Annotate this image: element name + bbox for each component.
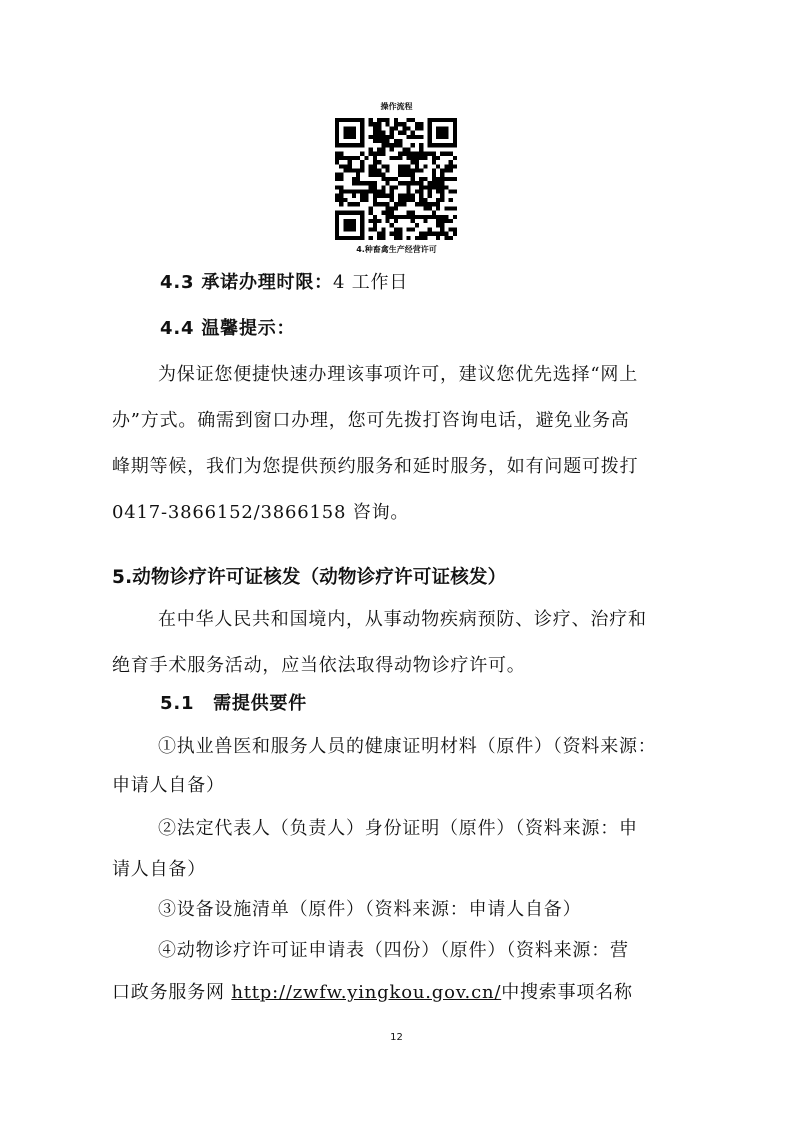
section-4-3-label: 4.3 承诺办理时限： [160,272,333,293]
section-4-3 [160,271,408,295]
requirement-item-2-cont: 请人自备） [112,859,206,880]
paragraph-line: 办”方式。确需到窗口办理，您可先拨打咨询电话，避免业务高 [112,410,630,431]
url-suffix-text: 中搜索事项名称 [501,982,633,1003]
section-4-3-value: 4 工作日 [332,272,409,293]
section-5-title: 5.动物诊疗许可证核发（动物诊疗许可证核发） [112,567,507,588]
requirement-item-2: ②法定代表人（负责人）身份证明（原件）（资料来源：申 [158,818,638,839]
paragraph-line: 峰期等候，我们为您提供预约服务和延时服务，如有问题可拨打 [112,456,639,477]
requirement-item-4: ④动物诊疗许可证申请表（四份）（原件）（资料来源：营 [158,940,629,961]
requirement-item-3: ③设备设施清单（原件）（资料来源：申请人自备） [158,899,582,920]
qr-caption-top: 操作流程 [380,102,413,111]
paragraph-line: 绝育手术服务活动，应当依法取得动物诊疗许可。 [112,655,526,676]
paragraph-line: 为保证您便捷快速办理该事项许可，建议您优先选择“网上 [158,364,638,385]
requirement-item-1: ①执业兽医和服务人员的健康证明材料（原件）（资料来源： [158,736,657,757]
paragraph-line: 0417-3866152/3866158 咨询。 [112,502,410,523]
requirement-item-4-cont [112,981,633,1005]
section-5-1-heading: 5.1 需提供要件 [160,693,308,714]
qr-caption-bottom: 4.种畜禽生产经营许可 [356,245,437,254]
requirement-item-1-cont: 申请人自备） [112,775,225,796]
url-prefix-text: 口政务服务网 [112,982,232,1003]
qr-code-image [335,118,457,240]
paragraph-line: 在中华人民共和国境内，从事动物疾病预防、诊疗、治疗和 [158,609,647,630]
page-number: 12 [390,1032,403,1043]
section-4-4-label: 4.4 温馨提示： [160,318,296,339]
service-portal-link[interactable]: http://zwfw.yingkou.gov.cn/ [231,982,502,1003]
